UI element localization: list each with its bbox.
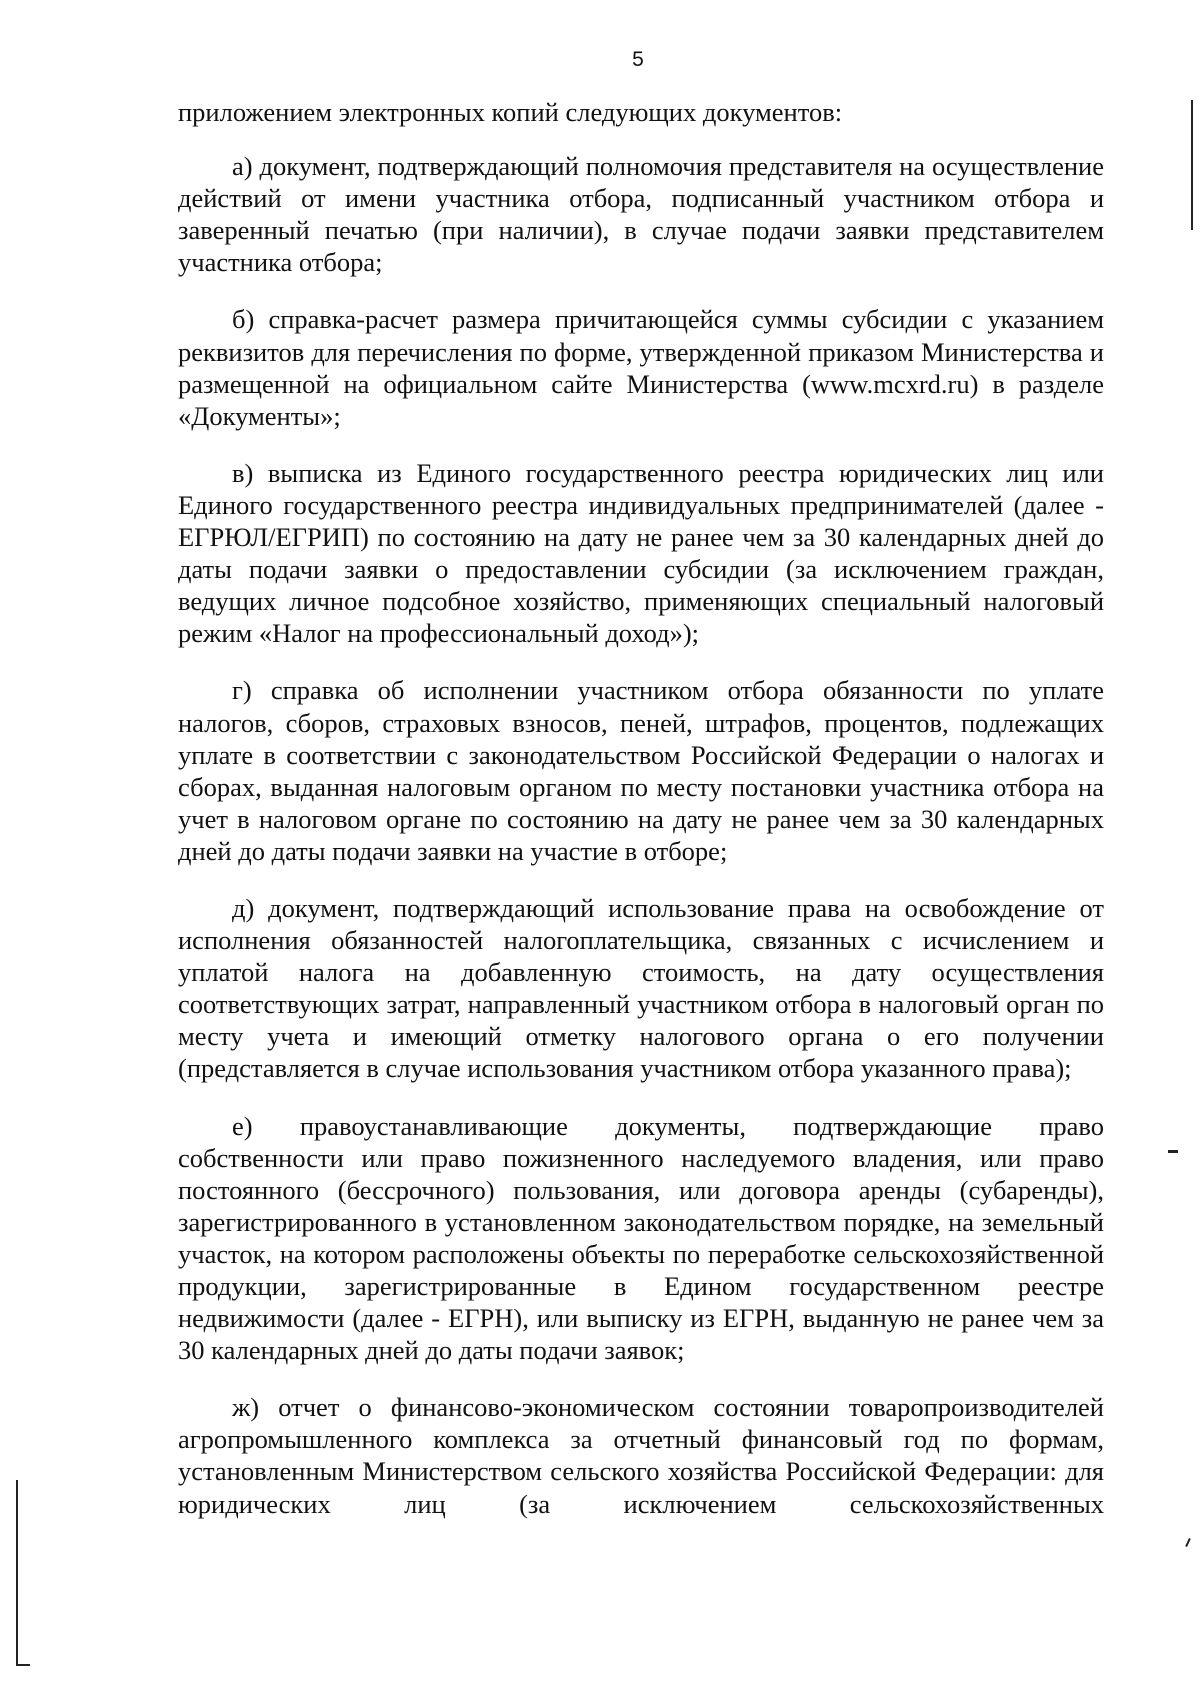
page-number: 5 [632, 48, 644, 71]
paragraph-zh: ж) отчет о финансово-экономическом состоянии товаропроизводителей агропромышленного комплекса за отчетный финансовый год по формам, установленным Министерством сельского хозяйства Российской Федерации: для юридических лиц (за исключением сельскохозяйственных [178, 1392, 1104, 1519]
paragraph-e: е) правоустанавливающие документы, подтверждающие право собственности или право пожизненного наследуемого владения, или право постоянного (бессрочного) пользования, или договора аренды (субаренды), зарегистрированного в установленном законодательством порядке, на земельный участок, на котором расположены объекты по переработке сельскохозяйственной продукции, зарегистрированные в Едином государственном реестре недвижимости (далее - ЕГРН), или выписку из ЕГРН, выданную не ранее чем за 30 календарных дней до даты подачи заявок; [178, 1110, 1104, 1366]
paragraph-d: д) документ, подтверждающий использование права на освобождение от исполнения обязанностей налогоплательщика, связанных с исчислением и уплатой налога на добавленную стоимость, на дату осуществления соответствующих затрат, направленный участником отбора в налоговый орган по месту учета и имеющий отметку налогового органа о его получении (представляется в случае использования участником отбора указанного права); [178, 892, 1104, 1084]
document-body [178, 96, 1104, 1545]
scan-edge-line-right [1191, 100, 1193, 230]
paragraph-a: а) документ, подтверждающий полномочия представителя на осуществление действий от имени участника отбора, подписанный участником отбора и заверенный печатью (при наличии), в случае подачи заявки представителем участника отбора; [178, 151, 1104, 278]
scan-tick-right [1185, 1538, 1191, 1547]
scan-edge-line-left-bottom [16, 1480, 18, 1665]
scan-edge-corner-bottom [16, 1664, 30, 1666]
paragraph-v: в) выписка из Единого государственного реестра юридических лиц или Единого государственного реестра индивидуальных предпринимателей (далее - ЕГРЮЛ/ЕГРИП) по состоянию на дату не ранее чем за 30 календарных дней до даты подачи заявки о предоставлении субсидии (за исключением граждан, ведущих личное подсобное хозяйство, применяющих специальный налоговый режим «Налог на профессиональный доход»); [178, 457, 1104, 649]
paragraph-g: г) справка об исполнении участником отбора обязанности по уплате налогов, сборов, страховых взносов, пеней, штрафов, процентов, подлежащих уплате в соответствии с законодательством Российской Федерации о налогах и сборах, выданная налоговым органом по месту постановки участника отбора на учет в налоговом органе по состоянию на дату не ранее чем за 30 календарных дней до даты подачи заявки на участие в отборе; [178, 675, 1104, 866]
paragraph-b: б) справка-расчет размера причитающейся суммы субсидии с указанием реквизитов для перечисления по форме, утвержденной приказом Министерства и размещенной на официальном сайте Министерства (www.mcxrd.ru) в разделе «Документы»; [178, 304, 1104, 431]
paragraph-intro: приложением электронных копий следующих документов: [178, 97, 843, 127]
scan-dash-right [1168, 1150, 1178, 1153]
